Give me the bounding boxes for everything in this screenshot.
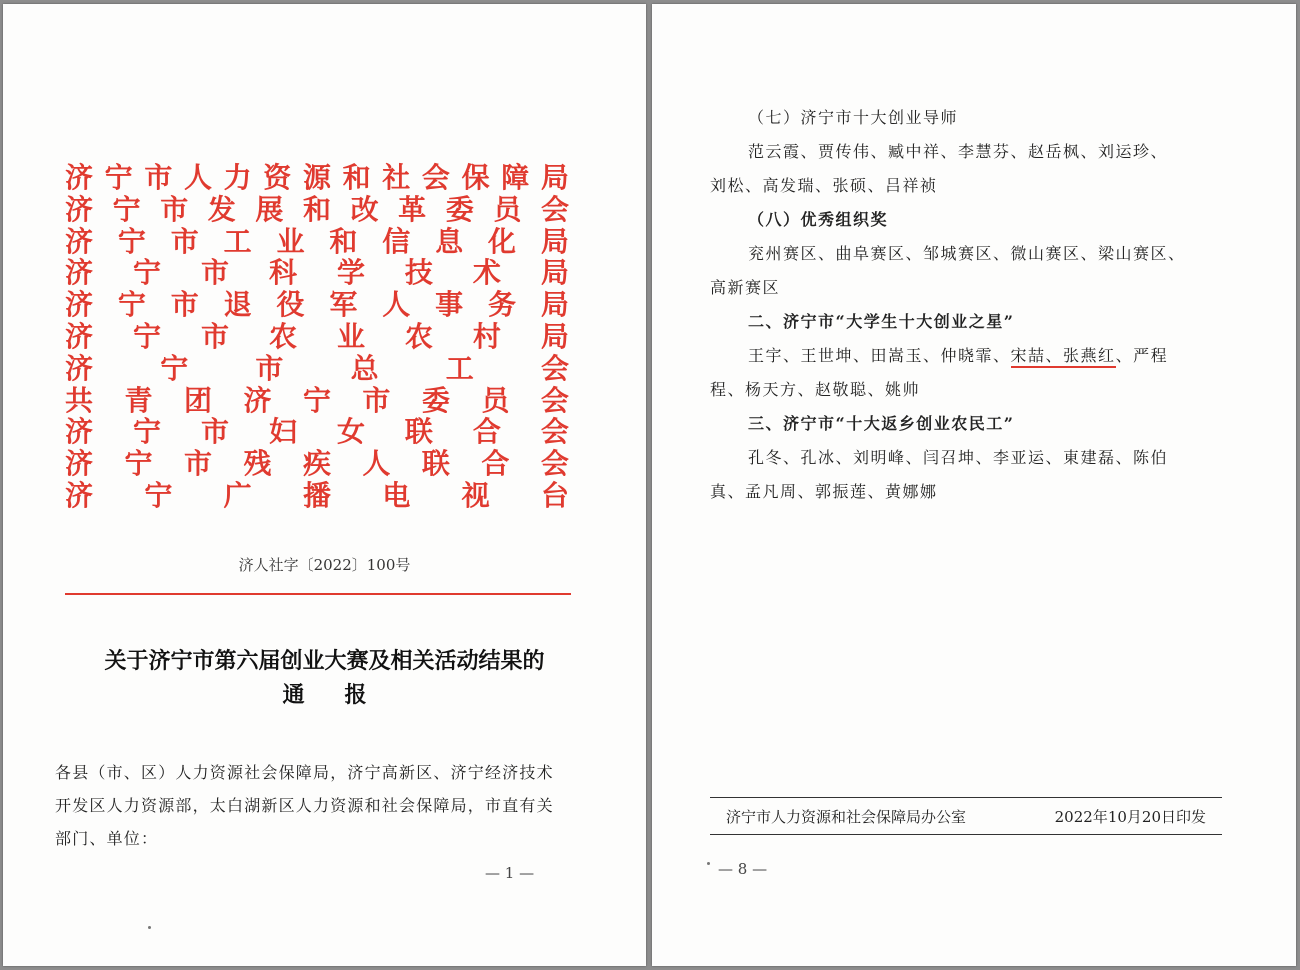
issuer-line: 济 宁 市 妇 女 联 合 会 [65,415,569,449]
issuance-footer [710,797,1222,835]
part-2-names-b: 、严程 [1115,346,1169,365]
scan-speck [707,862,710,865]
page-8-body [710,101,1222,509]
page-number: — 8 — [718,860,768,878]
part-3-names: 孔冬、孔冰、刘明峰、闫召坤、李亚运、東建磊、陈伯 [748,448,1169,467]
part-2-names [710,339,1222,373]
part-2-names-a: 王宇、王世坤、田嵩玉、仲晓霏、 [748,346,1011,365]
section-8-names-cont: 高新赛区 [710,278,781,297]
part-2-names-cont: 程、杨天方、赵敬聪、姚帅 [710,380,921,399]
page-number: — 1 — [485,864,535,882]
issuer-line: 济 宁 市 总 工 会 [65,351,569,385]
highlighted-name-1: 宋喆、张燕红 [1011,346,1116,368]
salutation: 各县（市、区）人力资源社会保障局，济宁高新区、济宁经济技术开发区人力资源部，太白湖新区人力资源和社会保障局，市直有关部门、单位： [55,763,554,848]
scan-speck [148,926,151,929]
red-divider [65,593,571,595]
issuer-line: 济 宁 市 人 力 资 源 和 社 会 保 障 局 [65,161,569,194]
issuer-header [65,162,569,512]
issuer-line: 共 青 团 济 宁 市 委 员 会 [65,383,569,417]
part-3-names-cont: 真、孟凡周、郭振莲、黄娜娜 [710,482,938,501]
issuer-line: 济 宁 市 科 学 技 术 局 [65,256,569,290]
section-8-names: 兖州赛区、曲阜赛区、邹城赛区、微山赛区、梁山赛区、 [748,244,1186,263]
footer-office: 济宁市人力资源和社会保障局办公室 [726,807,967,826]
section-7-heading: （七）济宁市十大创业导师 [748,108,959,127]
highlighted-name-2: 张燕红 [1063,346,1116,365]
issuer-line: 济 宁 市 残 疾 人 联 合 会 [65,447,569,481]
issuer-line: 济 宁 市 退 役 军 人 事 务 局 [65,288,569,322]
issuer-line: 济 宁 广 播 电 视 台 [65,478,569,512]
issuer-line: 济 宁 市 发 展 和 改 革 委 员 会 [65,192,569,226]
document-page-1 [3,4,646,966]
document-number: 济人社字〔2022〕100号 [238,556,411,574]
title-line-2: 通报 [282,682,407,708]
part-2-heading: 二、济宁市“大学生十大创业之星” [748,312,1015,331]
title-line-1: 关于济宁市第六届创业大赛及相关活动结果的 [104,648,545,674]
footer-date: 2022年10月20日印发 [1054,807,1206,826]
section-7-names-cont: 刘松、高发瑞、张硕、吕祥祯 [710,176,938,195]
issuer-line: 济 宁 市 工 业 和 信 息 化 局 [65,224,569,258]
section-8-heading: （八）优秀组织奖 [748,210,889,229]
part-3-heading: 三、济宁市“十大返乡创业农民工” [748,414,1015,433]
issuer-line: 济 宁 市 农 业 农 村 局 [65,319,569,353]
document-title [3,644,646,712]
section-7-names: 范云霞、贾传伟、臧中祥、李慧芬、赵岳枫、刘运珍、 [748,142,1169,161]
document-page-8 [652,4,1296,966]
